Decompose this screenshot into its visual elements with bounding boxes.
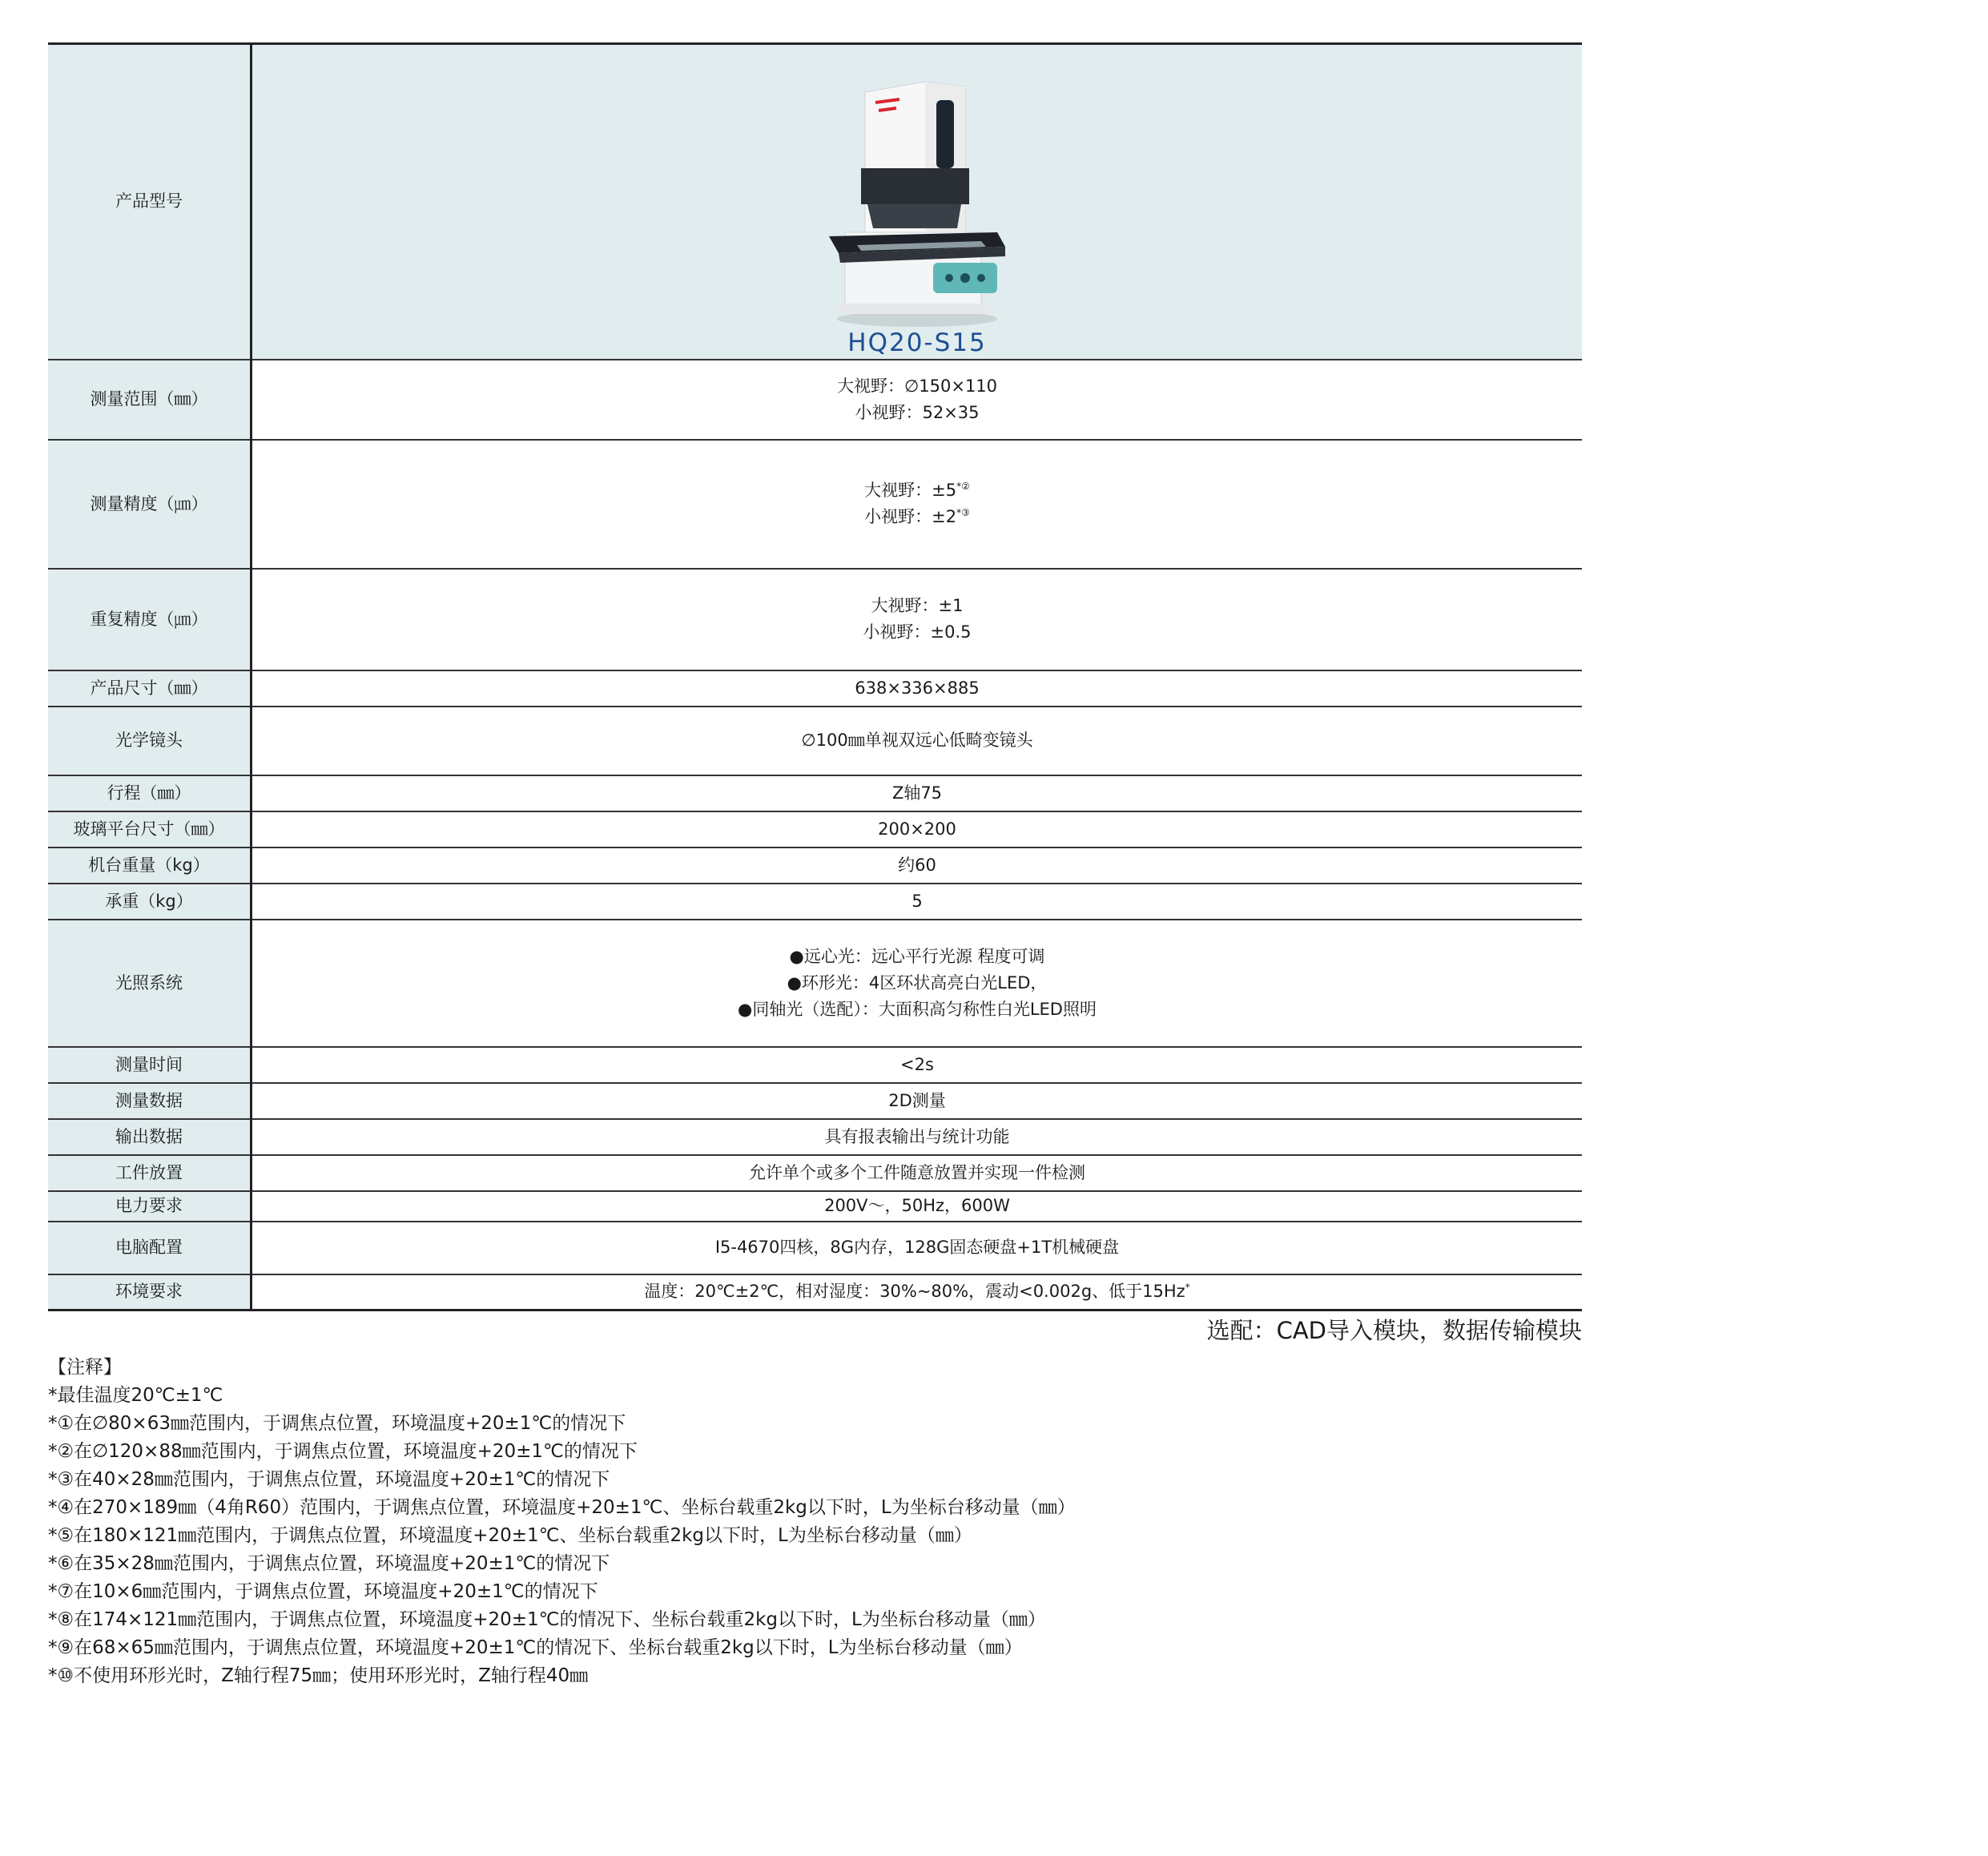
value-text: 具有报表输出与统计功能 [824, 1126, 1010, 1146]
row-value [252, 1155, 1583, 1191]
row-label: 机台重量（kg） [48, 847, 252, 884]
table-row-measurement-range [48, 360, 1582, 440]
value-line [252, 944, 1582, 970]
vision-measuring-machine-icon [829, 64, 1005, 328]
table-row-glass-platform-size [48, 811, 1582, 847]
row-label: 环境要求 [48, 1274, 252, 1310]
value-line [252, 1193, 1582, 1219]
table-row-measurement-data [48, 1083, 1582, 1119]
value-text: 638×336×885 [855, 678, 980, 698]
notes-section [48, 1354, 1582, 1690]
row-value [252, 884, 1583, 920]
table-row-output-data [48, 1119, 1582, 1155]
value-line [252, 816, 1582, 843]
row-label: 产品型号 [48, 44, 252, 360]
value-line [252, 1278, 1582, 1305]
row-value [252, 775, 1583, 811]
value-line [252, 727, 1582, 754]
note-line: *最佳温度20℃±1℃ [48, 1385, 223, 1406]
table-row-measurement-accuracy [48, 440, 1582, 569]
value-text: 温度：20℃±2℃，相对湿度：30%~80%，震动<0.002g、低于15Hz [644, 1282, 1185, 1302]
note-line: *⑥在35×28㎜范围内，于调焦点位置，环境温度+20±1℃的情况下 [48, 1553, 610, 1574]
row-label: 产品尺寸（㎜） [48, 670, 252, 707]
table-row-optical-lens [48, 707, 1582, 775]
row-label: 输出数据 [48, 1119, 252, 1155]
row-value [252, 440, 1583, 569]
value-line [252, 504, 1582, 530]
value-text: ●远心光：远心平行光源 程度可调 [789, 946, 1045, 966]
row-label: 重复精度（㎛） [48, 569, 252, 670]
value-line [252, 1088, 1582, 1114]
row-value [252, 707, 1583, 775]
note-line: *⑩不使用环形光时，Z轴行程75㎜；使用环形光时，Z轴行程40㎜ [48, 1665, 589, 1686]
row-value [252, 811, 1583, 847]
table-row-workpiece-placement [48, 1155, 1582, 1191]
table-row-measurement-time [48, 1047, 1582, 1083]
row-value [252, 1191, 1583, 1222]
value-line [252, 373, 1582, 400]
value-text: ∅100㎜单视双远心低畸变镜头 [801, 731, 1033, 750]
row-label: 测量精度（㎛） [48, 440, 252, 569]
note-line: *⑨在68×65㎜范围内，于调焦点位置，环境温度+20±1℃的情况下、坐标台载重2kg以下时，L为坐标台移动量（㎜） [48, 1637, 1023, 1658]
value-line [252, 1160, 1582, 1186]
table-row-lighting-system [48, 920, 1582, 1047]
row-value [252, 670, 1583, 707]
value-text: 200×200 [878, 819, 956, 839]
value-line [252, 400, 1582, 426]
row-label: 光照系统 [48, 920, 252, 1047]
table-row-travel [48, 775, 1582, 811]
footnote-mark: * [1185, 1282, 1190, 1294]
value-text: 200V～，50Hz，600W [824, 1196, 1010, 1215]
value-text: 小视野：±0.5 [863, 622, 972, 642]
table-row-product-size [48, 670, 1582, 707]
row-label: 测量数据 [48, 1083, 252, 1119]
row-value [252, 1222, 1583, 1274]
row-label: 玻璃平台尺寸（㎜） [48, 811, 252, 847]
option-modules: 选配：CAD导入模块，数据传输模块 [1206, 1317, 1582, 1344]
product-model: HQ20-S15 [847, 328, 987, 357]
row-label: 电力要求 [48, 1191, 252, 1222]
value-text: 大视野：±5 [864, 481, 957, 500]
row-label: 工件放置 [48, 1155, 252, 1191]
table-row-machine-weight [48, 847, 1582, 884]
row-label: 电脑配置 [48, 1222, 252, 1274]
value-line [252, 996, 1582, 1023]
value-line [252, 675, 1582, 702]
row-value [252, 1119, 1583, 1155]
value-text: 约60 [898, 855, 936, 875]
note-line: *⑤在180×121㎜范围内，于调焦点位置，环境温度+20±1℃、坐标台载重2kg以下时，L为坐标台移动量（㎜） [48, 1525, 972, 1546]
row-value [252, 920, 1583, 1047]
value-line [252, 1234, 1582, 1261]
row-value [252, 847, 1583, 884]
note-line: *⑦在10×6㎜范围内，于调焦点位置，环境温度+20±1℃的情况下 [48, 1581, 598, 1602]
value-line [252, 619, 1582, 646]
value-text: 小视野：±2 [864, 507, 957, 526]
spec-table [48, 42, 1582, 1311]
value-line [252, 780, 1582, 807]
value-line [252, 888, 1582, 915]
note-line: *③在40×28㎜范围内，于调焦点位置，环境温度+20±1℃的情况下 [48, 1469, 610, 1490]
value-text: ●同轴光（选配）：大面积高匀称性白光LED照明 [738, 999, 1097, 1019]
row-value [252, 1083, 1583, 1119]
note-line: *⑧在174×121㎜范围内，于调焦点位置，环境温度+20±1℃的情况下、坐标台载重2kg以下时，L为坐标台移动量（㎜） [48, 1609, 1046, 1630]
product-image-cell [252, 44, 1583, 360]
table-row-power-requirement [48, 1191, 1582, 1222]
value-text: 大视野：∅150×110 [836, 376, 998, 396]
value-text: <2s [900, 1054, 934, 1074]
value-line [252, 852, 1582, 879]
value-text: 允许单个或多个工件随意放置并实现一件检测 [749, 1162, 1085, 1182]
table-row-load-capacity [48, 884, 1582, 920]
value-text: Z轴75 [891, 783, 943, 803]
row-value [252, 569, 1583, 670]
notes-heading: 【注释】 [48, 1357, 122, 1378]
table-row-environment-requirement [48, 1274, 1582, 1310]
row-label: 测量时间 [48, 1047, 252, 1083]
value-text: 小视野：52×35 [855, 402, 980, 422]
value-text: 大视野：±1 [871, 596, 964, 615]
footnote-mark: *② [956, 481, 970, 492]
value-text: I5-4670四核，8G内存，128G固态硬盘+1T机械硬盘 [714, 1238, 1120, 1257]
row-label: 行程（㎜） [48, 775, 252, 811]
note-line: *④在270×189㎜（4角R60）范围内，于调焦点位置，环境温度+20±1℃、坐标台载重2kg以下时，L为坐标台移动量（㎜） [48, 1497, 1076, 1518]
value-line [252, 593, 1582, 619]
table-row-computer-config [48, 1222, 1582, 1274]
value-line [252, 477, 1582, 504]
table-row-product-model [48, 44, 1582, 360]
note-line: *①在∅80×63㎜范围内，于调焦点位置，环境温度+20±1℃的情况下 [48, 1413, 626, 1434]
value-text: 2D测量 [888, 1090, 946, 1110]
value-text: ●环形光：4区环状高亮白光LED， [787, 972, 1048, 992]
note-line: *②在∅120×88㎜范围内，于调焦点位置，环境温度+20±1℃的情况下 [48, 1441, 638, 1462]
row-label: 光学镜头 [48, 707, 252, 775]
row-value [252, 360, 1583, 440]
row-value [252, 1047, 1583, 1083]
table-row-repeat-accuracy [48, 569, 1582, 670]
footnote-mark: *③ [956, 507, 970, 518]
row-label: 测量范围（㎜） [48, 360, 252, 440]
row-value [252, 1274, 1583, 1310]
row-label: 承重（kg） [48, 884, 252, 920]
value-line [252, 1124, 1582, 1150]
value-line [252, 1052, 1582, 1078]
value-line [252, 970, 1582, 996]
value-text: 5 [912, 891, 923, 911]
spec-sheet [48, 42, 1582, 1690]
